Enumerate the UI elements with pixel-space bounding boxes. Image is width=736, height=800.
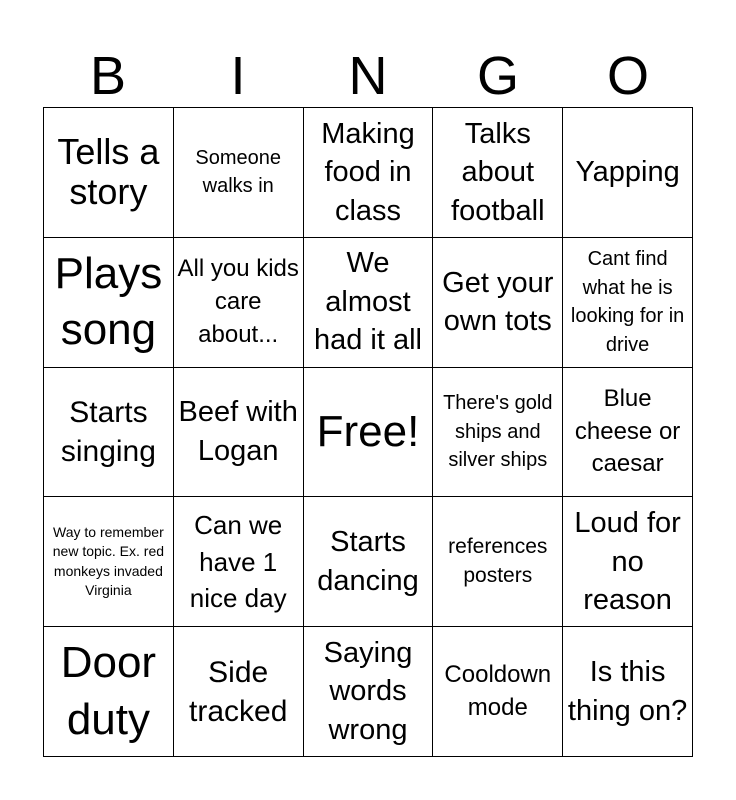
bingo-cell-r4-c1[interactable] <box>44 497 174 627</box>
bingo-cell-r1-c5[interactable] <box>563 108 693 238</box>
bingo-cell-r4-c3[interactable] <box>304 497 434 627</box>
bingo-header <box>43 44 693 108</box>
bingo-cell-r3-c3[interactable] <box>304 368 434 498</box>
bingo-cell-r3-c1[interactable] <box>44 368 174 498</box>
cell-text: We almost had it all <box>313 247 422 357</box>
header-letter-n: N <box>348 46 388 106</box>
bingo-cell-r1-c4[interactable] <box>433 108 563 238</box>
cell-text: Yapping <box>575 156 680 189</box>
cell-text: Beef with Logan <box>178 396 298 467</box>
cell-text: Talks about football <box>451 117 545 227</box>
cell-text: Free! <box>316 406 420 456</box>
cell-text: Is this thing on? <box>567 656 688 727</box>
cell-text: Cant find what he is looking for in drive <box>570 248 685 356</box>
cell-text: Can we have 1 nice day <box>189 510 287 613</box>
bingo-cell-r1-c3[interactable] <box>304 108 434 238</box>
cell-text: Door duty <box>60 638 157 744</box>
bingo-cell-r3-c2[interactable] <box>174 368 304 498</box>
cell-text: Side tracked <box>189 655 288 728</box>
bingo-cell-r2-c4[interactable] <box>433 238 563 368</box>
cell-text: Plays song <box>54 248 163 355</box>
bingo-cell-r4-c4[interactable] <box>433 497 563 627</box>
cell-text: Cooldown mode <box>444 660 552 721</box>
bingo-cell-r4-c5[interactable] <box>563 497 693 627</box>
cell-text: Tells a story <box>57 131 160 213</box>
cell-text: All you kids care about... <box>177 255 299 348</box>
cell-text: Starts dancing <box>317 526 419 597</box>
cell-text: Saying words wrong <box>323 636 413 746</box>
cell-text: Way to remember new topic. Ex. red monkeys invaded Virginia <box>52 524 165 599</box>
cell-text: There's gold ships and silver ships <box>443 392 553 472</box>
bingo-cell-r1-c2[interactable] <box>174 108 304 238</box>
bingo-cell-r2-c5[interactable] <box>563 238 693 368</box>
bingo-cell-r4-c2[interactable] <box>174 497 304 627</box>
cell-text: Making food in class <box>321 117 415 227</box>
bingo-cell-r2-c3[interactable] <box>304 238 434 368</box>
bingo-cell-r5-c1[interactable] <box>44 627 174 757</box>
cell-text: Starts singing <box>60 395 156 468</box>
bingo-cell-r5-c3[interactable] <box>304 627 434 757</box>
cell-text: Someone walks in <box>195 147 281 198</box>
bingo-cell-r3-c5[interactable] <box>563 368 693 498</box>
header-letter-o: O <box>606 46 649 106</box>
bingo-cell-r2-c2[interactable] <box>174 238 304 368</box>
bingo-board <box>43 107 693 757</box>
bingo-cell-r3-c4[interactable] <box>433 368 563 498</box>
bingo-cell-r5-c2[interactable] <box>174 627 304 757</box>
bingo-cell-r5-c5[interactable] <box>563 627 693 757</box>
header-letter-g: G <box>476 46 519 106</box>
header-letter-b: B <box>89 46 127 106</box>
bingo-cell-r2-c1[interactable] <box>44 238 174 368</box>
cell-text: Get your own tots <box>442 266 554 338</box>
header-letter-i: I <box>230 46 246 106</box>
bingo-cell-r1-c1[interactable] <box>44 108 174 238</box>
cell-text: references posters <box>448 535 548 587</box>
cell-text: Loud for no reason <box>574 506 681 617</box>
bingo-cell-r5-c4[interactable] <box>433 627 563 757</box>
cell-text: Blue cheese or caesar <box>574 385 681 478</box>
